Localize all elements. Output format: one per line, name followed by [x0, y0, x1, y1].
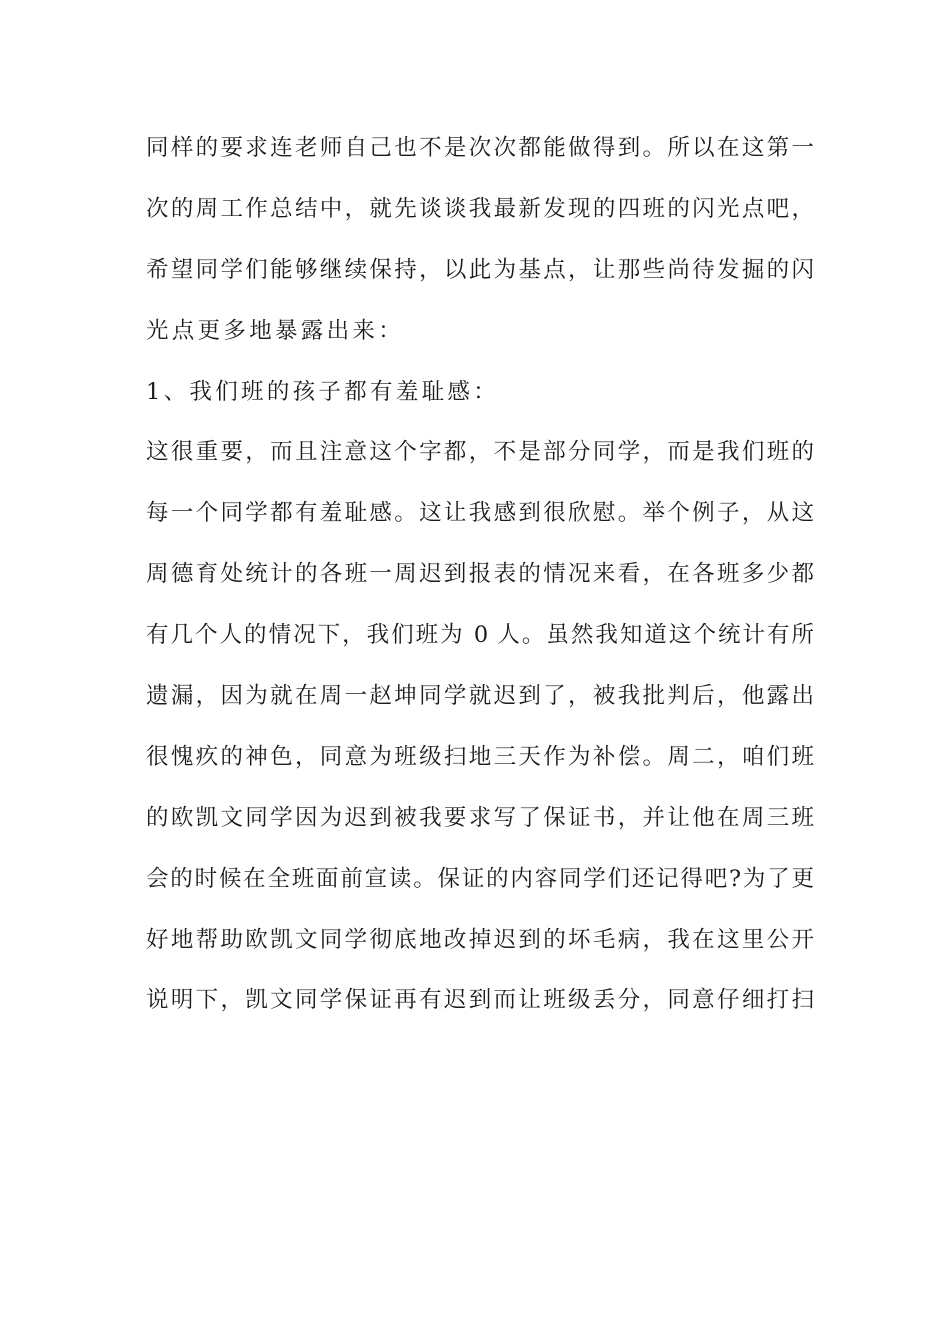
text-line: 遗漏，因为就在周一赵坤同学就迟到了，被我批判后，他露出: [146, 683, 814, 710]
text-line: 同样的要求连老师自己也不是次次都能做得到。所以在这第一: [146, 135, 814, 161]
text-line: 会的时候在全班面前宣读。保证的内容同学们还记得吧?为了更: [146, 865, 814, 892]
text-line: 这很重要，而且注意这个字都，不是部分同学，而是我们班的: [146, 439, 814, 466]
text-line: 希望同学们能够继续保持，以此为基点，让那些尚待发掘的闪: [146, 256, 814, 283]
text-line: 有几个人的情况下，我们班为 0 人。虽然我知道这个统计有所: [146, 622, 814, 649]
text-line: 光点更多地暴露出来：: [146, 317, 405, 344]
list-item-heading: 1、我们班的孩子都有羞耻感：: [146, 378, 500, 405]
text-line: 每一个同学都有羞耻感。这让我感到很欣慰。举个例子，从这: [146, 500, 814, 527]
text-line: 周德育处统计的各班一周迟到报表的情况来看，在各班多少都: [146, 561, 814, 588]
body-text: [146, 128, 814, 1041]
text-line: 的欧凯文同学因为迟到被我要求写了保证书，并让他在周三班: [146, 804, 814, 831]
text-line: 次的周工作总结中，就先谈谈我最新发现的四班的闪光点吧，: [146, 195, 814, 222]
text-line: 很愧疚的神色，同意为班级扫地三天作为补偿。周二，咱们班: [146, 743, 814, 770]
text-line: 说明下，凯文同学保证再有迟到而让班级丢分，同意仔细打扫: [146, 987, 814, 1014]
text-line: 好地帮助欧凯文同学彻底地改掉迟到的坏毛病，我在这里公开: [146, 926, 814, 953]
